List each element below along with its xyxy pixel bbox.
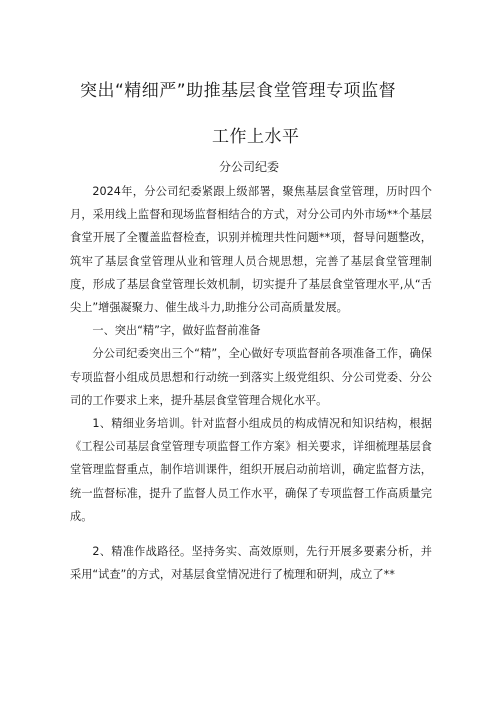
paragraph-intro: 2024年，分公司纪委紧跟上级部署，聚焦基层食堂管理，历时四个月，采用线上监督和现场监督相结合的方式，对分公司内外市场**个基层食堂开展了全覆盖监督检查，识别并梳理共性问题**项，督导问题整改，筑牢了基层食堂管理从业和管理人员合规思想，完善了基层食堂管理制度，形成了基层食堂管理长效机制，切实提升了基层食堂管理水平,从“舌尖上”增强凝聚力、催生战斗力,助推分公司高质量发展。 bbox=[70, 185, 432, 315]
document-title-line-2: 工作上水平 bbox=[212, 127, 300, 147]
paragraph-item-1: 1、精细业务培训。针对监督小组成员的构成情况和知识结构，根据《工程公司基层食堂管理专项监督工作方案》相关要求，详细梳理基层食堂管理监督重点，制作培训课件，组织开展启动前培训，确定监督方法，统一监督标准，提升了监督人员工作水平，确保了专项监督工作高质量完成。 bbox=[70, 417, 432, 523]
paragraph-item-2: 2、精准作战路径。坚持务实、高效原则，先行开展多要素分析，并采用“试查”的方式，对基层食堂情况进行了梳理和研判，成立了** bbox=[70, 545, 432, 582]
section-heading-1: 一、突出“精”字，做好监督前准备 bbox=[92, 324, 261, 338]
document-body bbox=[70, 180, 432, 586]
document-title-line-1: 突出“精细严”助推基层食堂管理专项监督 bbox=[80, 81, 397, 101]
paragraph-section-1: 分公司纪委突出三个“精”，全心做好专项监督前各项准备工作，确保专项监督小组成员思想和行动统一到落实上级党组织、分公司党委、分公司的工作要求上来，提升基层食堂管理合规化水平。 bbox=[70, 347, 432, 407]
document-author: 分公司纪委 bbox=[219, 160, 280, 174]
